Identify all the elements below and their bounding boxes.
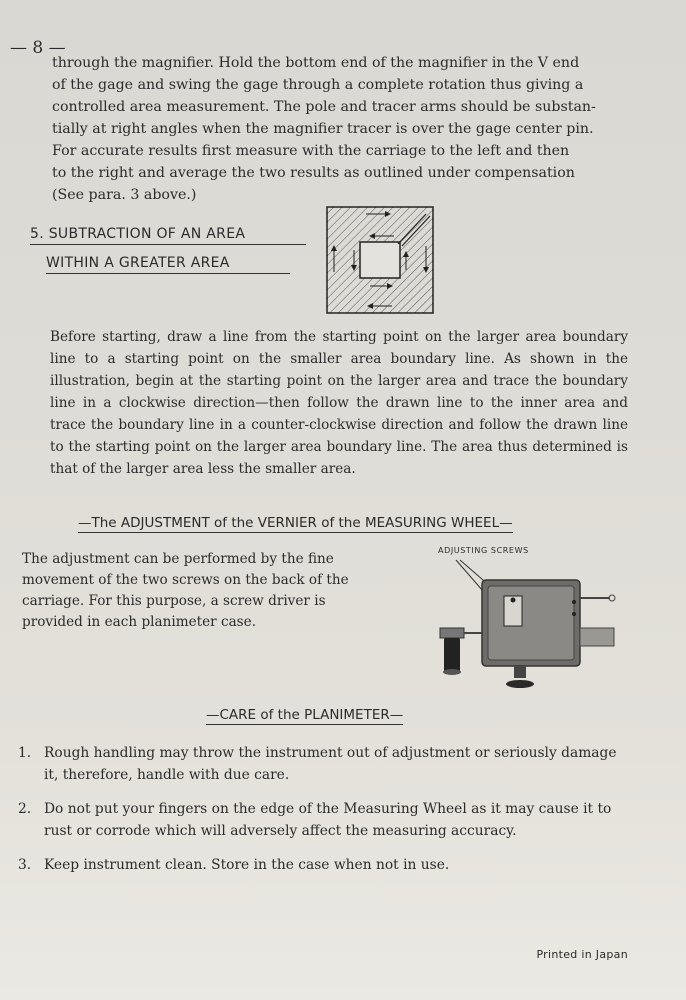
care-heading: —CARE of the PLANIMETER— xyxy=(206,707,404,723)
list-item-text: Rough handling may throw the instrument out of adjustment or seriously damage it, therefore, handle with due care. xyxy=(44,745,617,783)
vernier-paragraph: The adjustment can be performed by the fine movement of the two screws on the back of the carriage. For this purpose, a screw driver is provided in each planimeter case. xyxy=(22,551,349,630)
intro-line: For accurate results first measure with the carriage to the left and then xyxy=(52,143,570,159)
intro-line: controlled area measurement. The pole and tracer arms should be substan- xyxy=(52,99,596,115)
list-item-text: Do not put your fingers on the edge of the Measuring Wheel as it may cause it to rust or corrode which will adversely affect the measuring accuracy. xyxy=(44,801,612,839)
list-item-number: 1. xyxy=(18,745,32,761)
list-item-number: 3. xyxy=(18,857,32,873)
section-5-title-line1: 5. SUBTRACTION OF AN AREA xyxy=(30,226,306,245)
subtraction-paragraph: Before starting, draw a line from the starting point on the larger area boundary line to a starting point on the smaller area boundary line. As shown in the illustration, begin at the starting point on the larger area and trace the boundary line in a clockwise direction—then follow the drawn line to the inner area and trace the boundary line in a counter-clockwise direction and follow the drawn line to the starting point on the larger area boundary line. The area thus determined is that of the larger area less the smaller area. xyxy=(50,329,628,477)
list-item-text: Keep instrument clean. Store in the case when not in use. xyxy=(44,857,450,873)
intro-line: through the magnifier. Hold the bottom end of the magnifier in the V end xyxy=(52,55,580,71)
adjusting-screws-caption: ADJUSTING SCREWS xyxy=(438,546,529,555)
list-item-number: 2. xyxy=(18,801,32,817)
section-5-heading xyxy=(30,226,306,274)
intro-line: tially at right angles when the magnifier tracer is over the gage center pin. xyxy=(52,121,594,137)
list-item xyxy=(18,742,633,786)
intro-line: of the gage and swing the gage through a complete rotation thus giving a xyxy=(52,77,584,93)
intro-line: (See para. 3 above.) xyxy=(52,187,197,203)
list-item xyxy=(18,798,633,842)
section-5-title-line2: WITHIN A GREATER AREA xyxy=(46,255,290,274)
subtraction-area-diagram xyxy=(326,206,434,314)
intro-line: to the right and average the two results as outlined under compensation xyxy=(52,165,575,181)
planimeter-carriage-drawing xyxy=(426,540,646,700)
care-list xyxy=(18,742,633,888)
printed-in-japan-note: Printed in Japan xyxy=(536,948,628,961)
carriage-illustration xyxy=(426,540,646,700)
page-number: — 8 — xyxy=(10,38,66,58)
vernier-adjustment-heading: —The ADJUSTMENT of the VERNIER of the MEASURING WHEEL— xyxy=(78,515,513,531)
list-item xyxy=(18,854,633,876)
intro-paragraph xyxy=(52,52,632,206)
